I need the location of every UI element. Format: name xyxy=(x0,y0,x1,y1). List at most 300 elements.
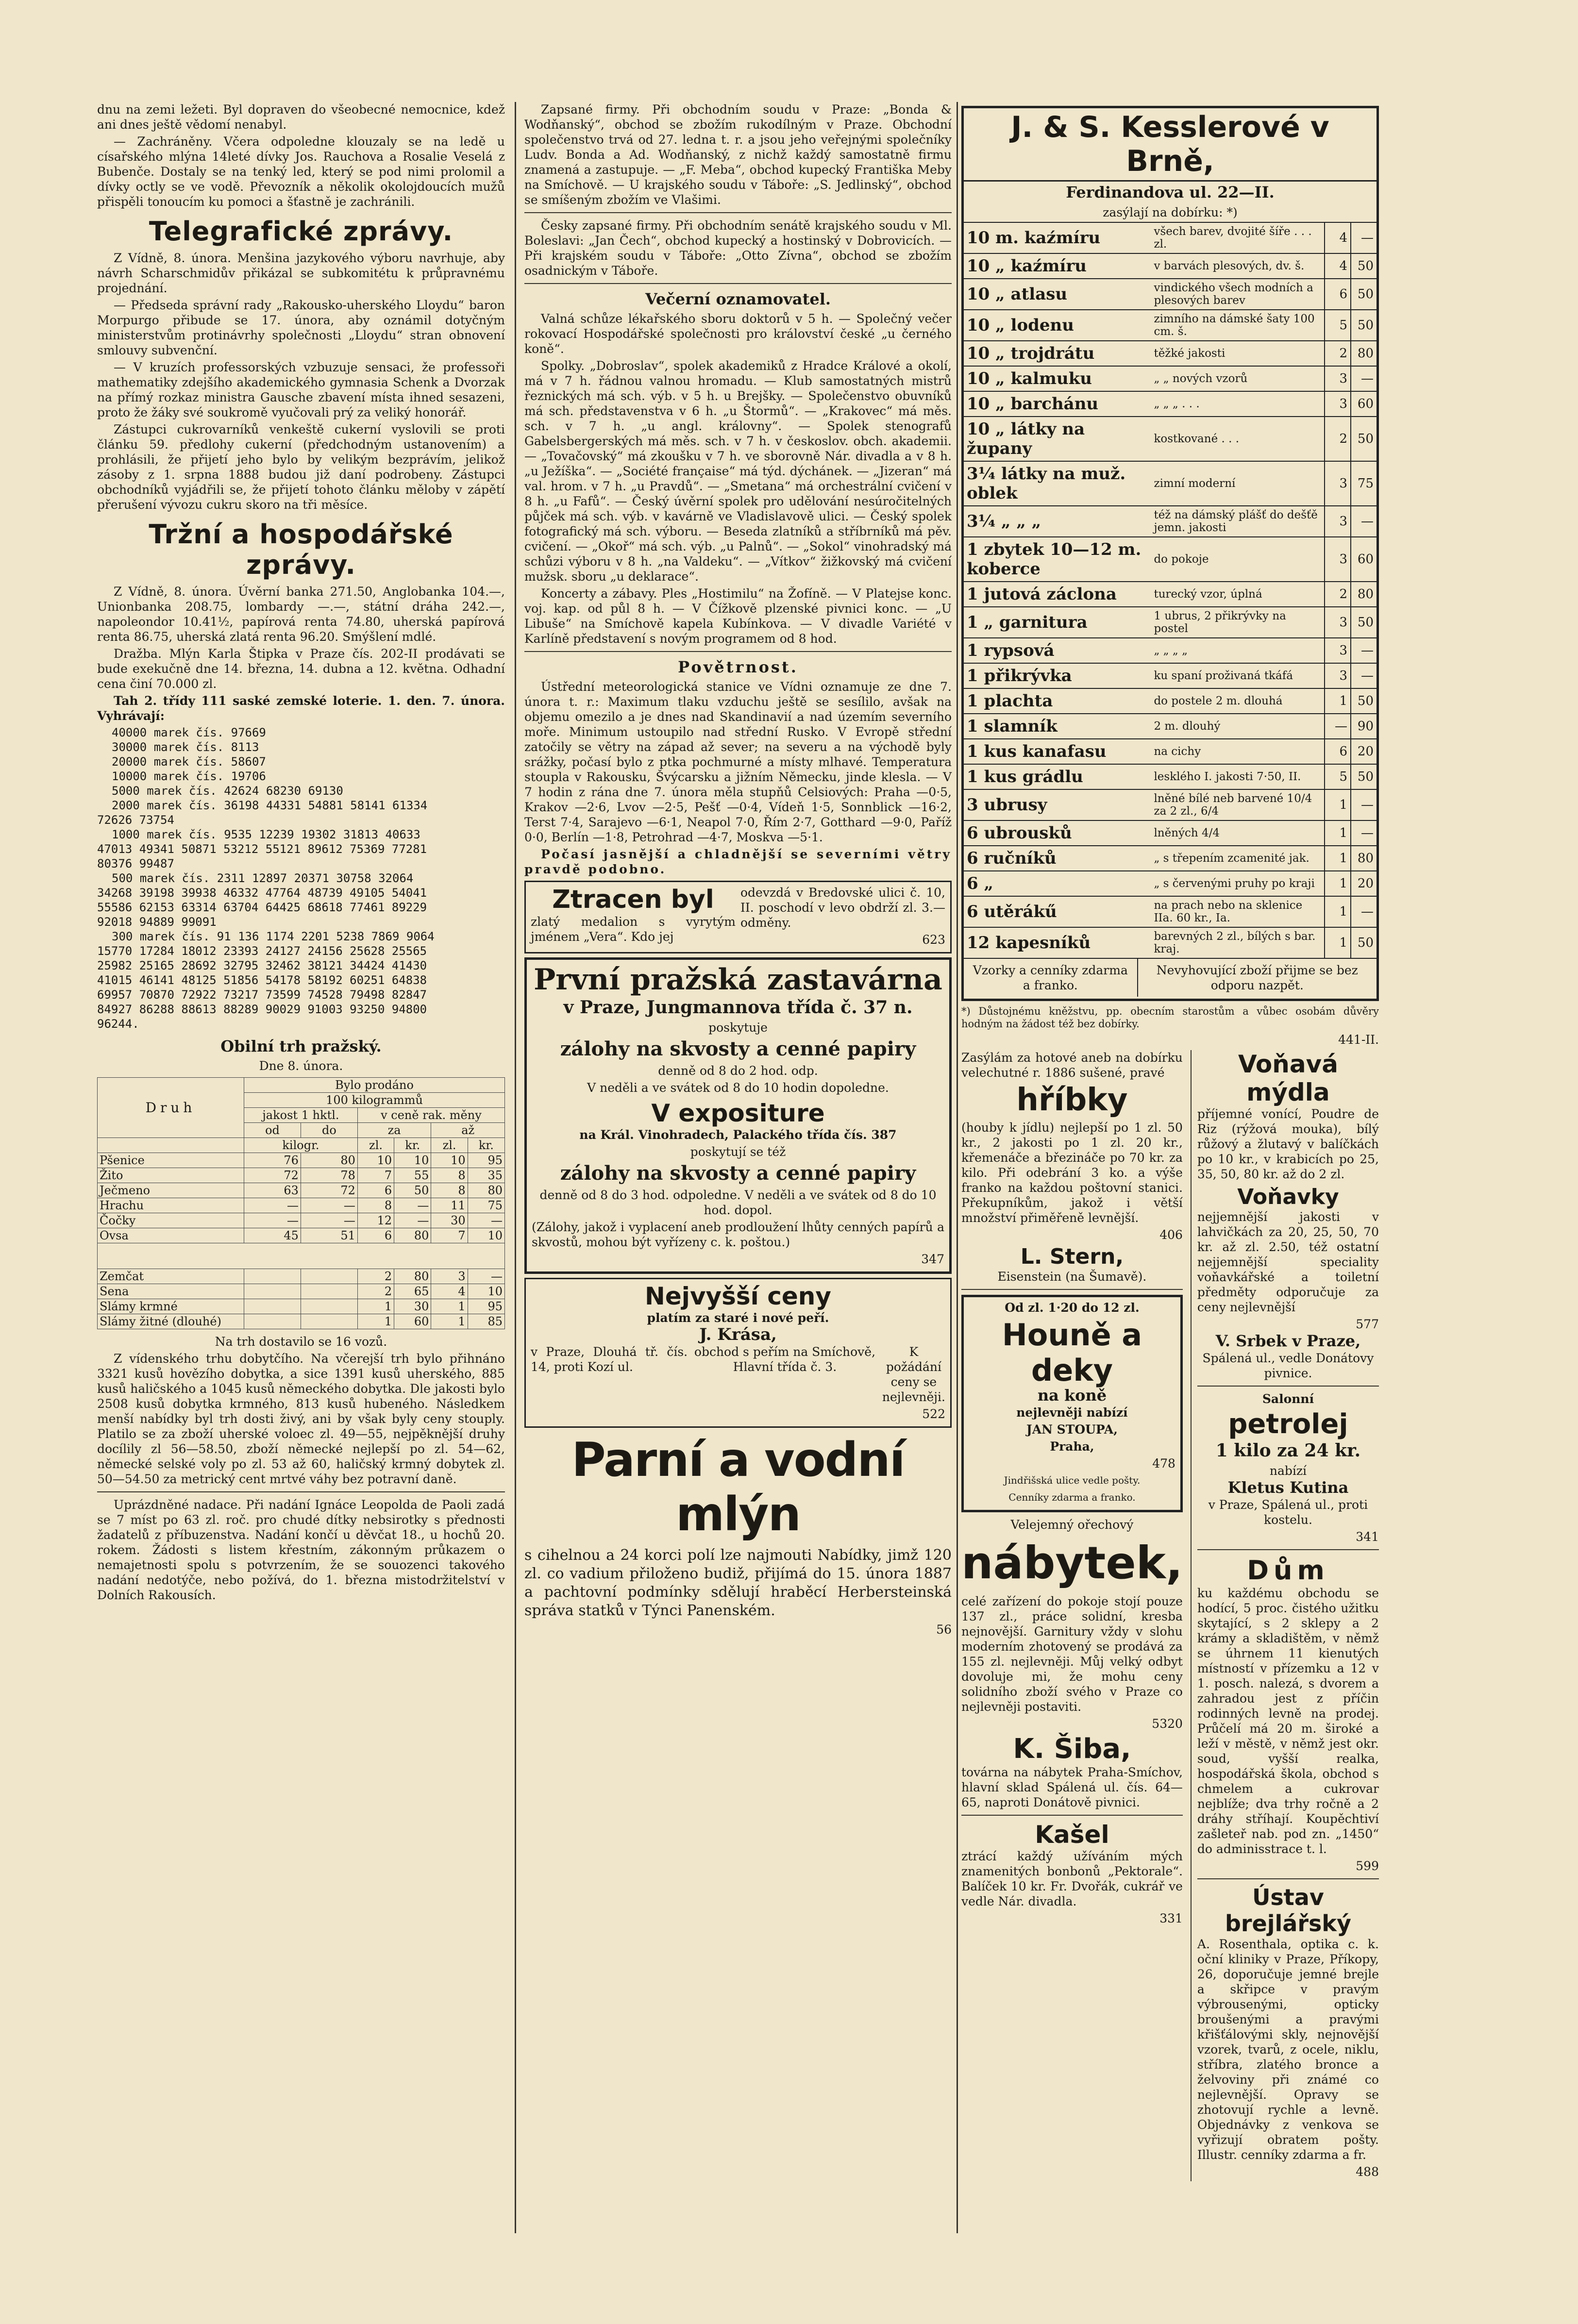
cattle-paragraph: Z vídenského trhu dobytčího. Na včerejší trh bylo přihnáno 3321 kusů hovězího dobytka, a sice 1391 kusů uherského, 885 kusů haličského a 1045 kusů německého dobytka. Dle jakosti bylo 2508 kusů dobytka krmného, 813 kusů hubeného. Následkem menší nabídky byl trh dosti živý, ani by však byly ceny stouply. Platilo se za zboží uherské voloec zl. 49—55, nejpěknější druhy docílily zl 56—58.50, zboží německé nejlepší po zl. 54—62, německé selské voly po zl. 53 až 60, haličský krmný dobytek zl. 50—54.50 za metrický cent mrtvé váhy bez potravní daně. xyxy=(97,1352,505,1486)
grain-name: Hrachu xyxy=(98,1198,244,1213)
section-divider xyxy=(524,651,952,652)
zastavarna-hours: denně od 8 do 2 hod. odp. xyxy=(658,1064,818,1078)
kasel-text: ztrácí každý užíváním mých znamenitých bonbonů „Pektorale“. Balíček 10 kr. Fr. Dvořák, cukrář ve vedle Nár. divadla. xyxy=(961,1849,1183,1908)
kessler-item: 3 ubrusy xyxy=(964,789,1151,820)
grain-value: 50 xyxy=(394,1183,431,1198)
kessler-foot-right: Nevyhovující zboží přijme se bez odporu nazpět. xyxy=(1156,963,1358,992)
hay-value: 4 xyxy=(431,1284,468,1299)
kessler-zl: 2 xyxy=(1325,582,1351,607)
grain-row xyxy=(98,1168,505,1183)
nejvyssi-middle: obchod s peřím na Smíchově, Hlavní třída č. 3. xyxy=(694,1345,876,1374)
grain-value: 10 xyxy=(357,1153,394,1168)
kessler-row xyxy=(964,253,1377,279)
grain-row xyxy=(98,1228,505,1243)
expositura-title: V expositure xyxy=(651,1099,825,1127)
nejvyssi-name: J. Krása, xyxy=(699,1325,777,1344)
kessler-row xyxy=(964,222,1377,253)
section-divider xyxy=(961,1289,1183,1290)
grain-value: 7 xyxy=(431,1228,468,1243)
kessler-kr: — xyxy=(1351,366,1377,391)
grain-value: — xyxy=(244,1213,301,1228)
hay-value: 1 xyxy=(431,1314,468,1329)
hay-value: 30 xyxy=(394,1299,431,1314)
telegraph-heading: Telegrafické zprávy. xyxy=(149,216,453,247)
grain-heading: Obilní trh pražský. xyxy=(220,1037,382,1055)
hay-value: 60 xyxy=(394,1314,431,1329)
lottery-line: 80376 99487 xyxy=(97,857,174,870)
grain-value: — xyxy=(468,1213,504,1228)
petrolej-nabizi: nabízí xyxy=(1269,1464,1307,1478)
kessler-foot-left: Vzorky a cenníky zdarma a franko. xyxy=(964,959,1138,997)
houne-subtitle: na koně xyxy=(1037,1386,1107,1404)
kessler-desc: 1 ubrus, 2 přikrývky na postel xyxy=(1151,607,1325,638)
grain-head-kr: kr. xyxy=(394,1138,431,1153)
kessler-row xyxy=(964,688,1377,714)
hay-row xyxy=(98,1284,505,1299)
nadace-paragraph: Uprázdněné nadace. Při nadání Ignáce Leopolda de Paoli zadá se 7 míst po 63 zl. roč. pro chudé dítky nebsirotky s přednosti žadatelů z příbuzenstva. Nadání končí u děvčat 18., u hochů 20. rokem. Žádosti s listem křestním, zákonným průkazem o nemajetnosti spolu s potvrzením, že se souozenci takového nadání nedotýče, nebo požívá, do 1. března mistodržitelství v Dolních Rakousích. xyxy=(97,1498,505,1602)
petrolej-intro: Salonní xyxy=(1262,1392,1314,1406)
mlyn-text: s cihelnou a 24 korci polí lze najmouti Nabídky, jimž 120 zl. co vadium přiloženo budiž, přijímá do 15. února 1887 a pachtovní podmínky sdělují hraběcí Herbersteinská správa statků v Týnci Panenském. xyxy=(524,1547,952,1619)
kessler-kr: 60 xyxy=(1351,391,1377,417)
kessler-zl: 5 xyxy=(1325,310,1351,341)
telegraph-paragraph-2: — Předseda správní rady „Rakousko-uherského Lloydu“ baron Morpurgo přibude se 17. února, aby oznámil dotyčným ministerstvům protinávrhy společnosti „Lloydu“ stran obnovení smlouvy subvenční. xyxy=(97,298,505,357)
kessler-row xyxy=(964,789,1377,820)
vecerni-paragraph-1: Valná schůze lékařského sboru doktorů v 5 h. — Společný večer rokovací Hospodářské společnosti pro království české „u černého koně“. xyxy=(524,312,952,356)
kessler-zl: 1 xyxy=(1325,789,1351,820)
grain-name: Čočky xyxy=(98,1213,244,1228)
expositura-address: na Král. Vinohradech, Palackého třída čís. 387 xyxy=(579,1128,897,1142)
kessler-row xyxy=(964,638,1377,663)
kessler-zl: 1 xyxy=(1325,896,1351,927)
kessler-zl: 3 xyxy=(1325,506,1351,537)
kessler-row xyxy=(964,663,1377,688)
kessler-kr: 60 xyxy=(1351,537,1377,582)
ztracen-number: 623 xyxy=(922,933,945,947)
vonavky-title: Voňavky xyxy=(1237,1185,1339,1209)
kessler-desc: turecký vzor, úplná xyxy=(1151,582,1325,607)
kessler-desc: lesklého I. jakosti 7·50, II. xyxy=(1151,764,1325,789)
telegraph-paragraph-4: Zástupci cukrovarníků venkeště cukerní vyslovili se proti článku 59. předlohy cukerní (předchodným ustanovením) a prohlásili, že přijetí jeho bylo by velikým bezprávím, jelikož zásoby z 1. srpna 1888 budou již daní podrobeny. Zástupci obchodníků vyjádřili se, že přijetí tohoto článku měloby v zápětí přerušení vývozu cukru skoro na tři měsíce. xyxy=(97,422,505,512)
kessler-desc: lněné bílé neb barvené 10/4 za 2 zl., 6/4 xyxy=(1151,789,1325,820)
kessler-zl: 3 xyxy=(1325,391,1351,417)
telegraph-paragraph-3: — V kruzích professorských vzbuzuje sensaci, že professoři mathematiky zdejšího akademického gymnasia Schenk a Dvorzak na přímý rozkaz ministra Gausche zbavení místa ihned sesazeni, proto že žáky své soukromě vyučovali prý za veliký honorář. xyxy=(97,360,505,419)
hriby-intro: Zasýlám za hotové aneb na dobírku velechutné r. 1886 sušené, pravé xyxy=(961,1051,1183,1080)
lottery-line: 300 marek čís. 91 136 1174 2201 5238 7869 9064 xyxy=(112,930,435,943)
lottery-line: 20000 marek čís. 58607 xyxy=(112,755,266,769)
ztracen-left: zlatý medalion s vyrytým jménem „Vera“. Kdo jej xyxy=(531,915,736,944)
grain-value: 11 xyxy=(431,1198,468,1213)
kessler-note: *) Důstojnému kněžstvu, pp. obecním starostům a vůbec osobám důvěry hodným na žádost též bez dobírky. xyxy=(961,1005,1379,1030)
hay-name: Slámy žitné (dlouhé) xyxy=(98,1314,244,1329)
lottery-line: 25982 25165 28692 32795 32462 38121 34424 41430 xyxy=(97,959,427,972)
kessler-desc: lněných 4/4 xyxy=(1151,820,1325,846)
grain-value: 12 xyxy=(357,1213,394,1228)
hay-row xyxy=(98,1314,505,1329)
section-divider xyxy=(524,283,952,284)
brejle-title: Ústav brejlářský xyxy=(1225,1884,1351,1937)
kessler-item: 3¼ „ „ „ xyxy=(964,506,1151,537)
hay-value: 3 xyxy=(431,1269,468,1284)
grain-row xyxy=(98,1153,505,1168)
kessler-item: 10 „ barchánu xyxy=(964,391,1151,417)
vonavky-number: 577 xyxy=(1356,1317,1379,1331)
kessler-item: 1 plachta xyxy=(964,688,1151,714)
grain-value: 8 xyxy=(431,1168,468,1183)
expositura-hours: denně od 8 do 3 hod. odpoledne. V neděli a ve svátek od 8 do 10 hod. dopol. xyxy=(539,1188,937,1217)
lottery-line: 500 marek čís. 2311 12897 20371 30758 32064 xyxy=(112,871,414,885)
kessler-item: 1 kus grádlu xyxy=(964,764,1151,789)
newspaper-page xyxy=(97,102,1379,2238)
siba-text: továrna na nábytek Praha-Smíchov, hlavní sklad Spálená ul. čís. 64—65, naproti Donátově pivnici. xyxy=(961,1765,1183,1809)
kessler-kr: 75 xyxy=(1351,461,1377,506)
grain-head-az: až xyxy=(431,1123,505,1138)
intro-paragraph-2: — Zachráněny. Včera odpoledne klouzaly se na ledě u císařského mlýna 14leté dívky Jos. Rauchova a Rosalie Veselá z Bubenče. Dostaly se na tenký led, který se pod nimi prolomil a dívky octly se ve vodě. Převozník a několik okolojdoucích mužů přispěli tonoucím ku pomoci a šťastně je zachránili. xyxy=(97,134,505,209)
grain-value: 30 xyxy=(431,1213,468,1228)
kessler-desc: na cichy xyxy=(1151,739,1325,764)
kessler-title: J. & S. Kesslerové v Brně, xyxy=(964,108,1377,182)
kessler-item: 1 jutová záclona xyxy=(964,582,1151,607)
col3-left xyxy=(961,1050,1183,2181)
section-divider xyxy=(524,212,952,213)
nejvyssi-number: 522 xyxy=(922,1407,945,1421)
kessler-zl: 2 xyxy=(1325,417,1351,461)
kessler-kr: — xyxy=(1351,506,1377,537)
ztracen-title: Ztracen byl xyxy=(552,885,714,914)
grain-value: — xyxy=(394,1198,431,1213)
grain-value: 80 xyxy=(394,1228,431,1243)
lottery-line: 92018 94889 99091 xyxy=(97,915,217,929)
vonavky-text: nejjemnější jakosti v lahvičkách za 20, 25, 50, 70 kr. až zl. 2.50, též ostatní nejjemnější speciality voňavkářské a toiletní předměty odporučuje za ceny nejlevnější xyxy=(1197,1210,1379,1314)
kessler-row xyxy=(964,341,1377,366)
lottery-line: 1000 marek čís. 9535 12239 19302 31813 40633 xyxy=(112,828,420,841)
kessler-zl: 1 xyxy=(1325,871,1351,896)
kessler-row xyxy=(964,366,1377,391)
grain-value: 35 xyxy=(468,1168,504,1183)
kessler-zl: 5 xyxy=(1325,764,1351,789)
kessler-kr: 90 xyxy=(1351,714,1377,739)
kessler-kr: 50 xyxy=(1351,764,1377,789)
lottery-line: 15770 17284 18012 23393 24127 24156 25628 25565 xyxy=(97,944,427,958)
ztracen-ad xyxy=(524,881,952,953)
kessler-row xyxy=(964,506,1377,537)
section-divider xyxy=(1197,1878,1379,1879)
kessler-price-table xyxy=(964,222,1377,958)
grain-value: — xyxy=(244,1198,301,1213)
grain-row xyxy=(98,1198,505,1213)
kessler-kr: 50 xyxy=(1351,688,1377,714)
srbek-address: Spálená ul., vedle Donátovy pivnice. xyxy=(1202,1351,1374,1380)
petrolej-title: petrolej xyxy=(1228,1408,1348,1440)
kessler-desc: „ s třepením zcamenité jak. xyxy=(1151,846,1325,871)
houne-nabizi: nejlevněji nabízí xyxy=(1016,1405,1128,1420)
grain-value: 10 xyxy=(468,1228,504,1243)
kessler-row xyxy=(964,582,1377,607)
nejvyssi-ad xyxy=(524,1278,952,1428)
kessler-desc: zimní moderní xyxy=(1151,461,1325,506)
grain-head-kr: kr. xyxy=(468,1138,504,1153)
kessler-desc: těžké jakosti xyxy=(1151,341,1325,366)
kessler-kr: — xyxy=(1351,222,1377,253)
kutina-name: Kletus Kutina xyxy=(1227,1478,1349,1497)
ceske-firmy-paragraph: Česky zapsané firmy. Při obchodním senátě krajského soudu v Ml. Boleslavi: „Jan Čech“, obchod kupecký a hostinský v Dobrovicích. — Při krajském soudu v Táboře: „Otto Zívna“, obchod se zbožím osadnickým v Táboře. xyxy=(524,218,952,278)
firmy-paragraph: Zapsané firmy. Při obchodním soudu v Praze: „Bonda & Wodňanský“, obchod se zbožím rukodílným v Praze. Obchodní společenstvo trvá od 27. ledna t. r. a jsou jeho veřejnými společníky Ludv. Bonda a Ad. Wodňanský, z nichž každý samostatně firmu znamená a zastupuje. — „F. Meba“, obchod kupecký Františka Meby na Smíchově. — U krajského soudu v Táboře: „S. Jedlinský“, obchod se smíšeným zbožím ve Vlašimi. xyxy=(524,102,952,207)
hay-name: Sena xyxy=(98,1284,244,1299)
mydla-text: příjemné vonící, Poudre de Riz (rýžová mouka), bílý růžový a žlutavý v balíčkách po 10 kr., v krabicích po 25, 35, 50, 80 kr. až do 2 zl. xyxy=(1197,1107,1379,1181)
srbek-name: V. Srbek v Praze, xyxy=(1215,1332,1361,1350)
kessler-kr: — xyxy=(1351,820,1377,846)
lottery-line: 72626 73754 xyxy=(97,813,174,827)
kessler-item: 10 „ atlasu xyxy=(964,279,1151,310)
grain-name: Ječmeno xyxy=(98,1183,244,1198)
kutina-address: v Praze, Spálená ul., proti kostelu. xyxy=(1208,1498,1368,1527)
grain-date: Dne 8. února. xyxy=(259,1059,343,1073)
kessler-item: 1 přikrývka xyxy=(964,663,1151,688)
kessler-kr: — xyxy=(1351,638,1377,663)
kutina-number: 341 xyxy=(1356,1530,1379,1544)
telegraph-paragraph-1: Z Vídně, 8. února. Menšina jazykového výboru navrhuje, aby návrh Scharschmidův přikázal se subkomitétu k průpravnému projednání. xyxy=(97,251,505,295)
section-divider xyxy=(97,1491,505,1492)
pocasi-heading: Povětrnost. xyxy=(678,658,798,676)
hay-value: 85 xyxy=(468,1314,504,1329)
grain-head-zl: zl. xyxy=(357,1138,394,1153)
section-divider xyxy=(961,1815,1183,1816)
kessler-kr: 50 xyxy=(1351,279,1377,310)
kessler-desc: „ s červenými pruhy po kraji xyxy=(1151,871,1325,896)
grain-value: 95 xyxy=(468,1153,504,1168)
grain-head-prodano: Bylo prodáno xyxy=(244,1078,505,1093)
grain-name: Žito xyxy=(98,1168,244,1183)
market-paragraph-2: Dražba. Mlýn Karla Štipka v Praze čís. 202-II prodávati se bude exekučně dne 14. března, 14. dubna a 12. května. Odhadní cena činí 70.000 zl. xyxy=(97,647,505,691)
kessler-desc: do postele 2 m. dlouhá xyxy=(1151,688,1325,714)
dum-text: ku každému obchodu se hodící, 5 proc. čistého užitku skytající, s 2 sklepy a 2 krámy a skladištěm, v němž se úhrnem 11 kienutých místností v přízemku a 12 v 1. posch. nalezá, s dvorem a zahradou jest z příčin rodinných levně na prodej. Průčelí má 20 m. široké a leží v městě, v němž jest okr. soud, vyšší realka, hospodářská škola, obchod s chmelem a cukrovar nejblíže; dva trhy ročně a 2 dráhy stříhají. Koupěchtiví zašleteř nab. pod zn. „1450“ do adminisstrace t. l. xyxy=(1197,1586,1379,1856)
column-2 xyxy=(524,102,952,1639)
hay-value: — xyxy=(468,1269,504,1284)
grain-value: 76 xyxy=(244,1153,301,1168)
zastavarna-zalohy: zálohy na skvosty a cenné papiry xyxy=(560,1037,916,1060)
market-paragraph-1: Z Vídně, 8. února. Úvěrní banka 271.50, Anglobanka 104.—, Unionbanka 208.75, lombardy —.—, státní dráha 242.—, napoleondor 10.41½, papírová renta 74.80, uherská papírová renta 86.75, uherská zlatá renta 96.20. Smýšlení mdlé. xyxy=(97,585,505,644)
hay-value: 65 xyxy=(394,1284,431,1299)
hay-value: 80 xyxy=(394,1269,431,1284)
houne-price: Od zl. 1·20 do 12 zl. xyxy=(1005,1301,1140,1315)
column-rule-2 xyxy=(957,102,958,2233)
stern-address: Eisenstein (na Šumavě). xyxy=(997,1270,1147,1284)
kasel-number: 331 xyxy=(1159,1911,1183,1925)
kessler-kr: — xyxy=(1351,896,1377,927)
kessler-desc: ku spaní proživaná tkáfá xyxy=(1151,663,1325,688)
dum-number: 599 xyxy=(1356,1859,1379,1873)
kessler-desc: zimního na dámské šaty 100 cm. š. xyxy=(1151,310,1325,341)
kessler-desc: barevných 2 zl., bílých s bar. kraj. xyxy=(1151,927,1325,958)
lottery-line: 47013 49341 50871 53212 55121 89612 75369 77281 xyxy=(97,842,427,856)
lottery-line: 84927 86288 88613 88289 90029 91003 93250 94800 xyxy=(97,1003,427,1016)
grain-value: 10 xyxy=(394,1153,431,1168)
grain-value: 72 xyxy=(244,1168,301,1183)
kessler-kr: — xyxy=(1351,663,1377,688)
grain-value: 51 xyxy=(301,1228,357,1243)
zastavarna-address: v Praze, Jungmannova třída č. 37 n. xyxy=(563,997,913,1018)
nejvyssi-subtitle: platím za staré i nové peří. xyxy=(647,1311,829,1325)
kessler-kr: 50 xyxy=(1351,927,1377,958)
kessler-zl: 3 xyxy=(1325,366,1351,391)
brejle-text: A. Rosenthala, optika c. k. oční kliniky v Praze, Příkopy, 26, doporučuje jemné brejle a skřipce v pravým výbrousenými, opticky broušenými a pravými křišťálovými skly, nejnovější vzorek, tvarů, z ocele, niklu, stříbra, zlatého bronce a želvoviny při známé co nejlevnější. Opravy se zhotovují rychle a levně. Objednávky z venkova se vyřizují obratem pošty. Illustr. cenníky zdarma a fr. xyxy=(1197,1937,1379,2162)
kessler-zl: 6 xyxy=(1325,279,1351,310)
grain-row xyxy=(98,1183,505,1198)
grain-value: — xyxy=(301,1198,357,1213)
kessler-number: 441-II. xyxy=(1338,1033,1379,1047)
dum-title: Dům xyxy=(1247,1555,1329,1586)
vecerni-paragraph-2: Spolky. „Dobroslav“, spolek akademiků z Hradce Králové a okolí, má v 7 h. řádnou valnou hromadu. — Klub samostatných mistrů řeznických má sch. výb. v 5 h. u Brejšky. — Společenstvo obuvníků má sch. představenstva v 6 h. „u Štormů“. — „Krakovec“ má měs. sch. v 7 h. „u angl. královny“. — Spolek stenografů Gabelsbergerských má měs. sch. v 7 h. v českoslov. obch. akademii. — „Tovačovský“ má zkoušku v 7 h. ve sborovně Nár. divadla a v 8 h. „u Ježíška“. — „Société française“ má týd. dýchánek. — „Jizeran“ má val. hrom. v 7 h. „u Pravdů“. — „Smetana“ má orchestrální cvičení v 8 h. „u Fafů“. — Český úvěrní spolek pro udělování nesúročitelných půjček má sch. výb. v kavárně ve Vladislavově ulici. — Český spolek fotografický má sch. výboru. — Beseda zlatníků a stříbrníků má pěv. cvičení. — „Okoř“ má sch. výb. „u Palnů“. — „Sokol“ vinohradský má schůzi výboru v 8 h. „na Valdeku“. — „Vítkov“ žižkovský má cvičení mužsk. sboru „u deklarace“. xyxy=(524,359,952,584)
kessler-zl: 3 xyxy=(1325,537,1351,582)
kessler-item: 12 kapesníků xyxy=(964,927,1151,958)
grain-value: 80 xyxy=(468,1183,504,1198)
kessler-row xyxy=(964,846,1377,871)
stern-name: L. Stern, xyxy=(1020,1244,1124,1269)
kessler-item: 10 m. kaźmíru xyxy=(964,222,1151,253)
grain-value: 78 xyxy=(301,1168,357,1183)
kessler-item: 6 ručníků xyxy=(964,846,1151,871)
grain-head-za: za xyxy=(357,1123,431,1138)
zastavarna-title: První pražská zastavárna xyxy=(534,963,942,997)
lottery-line: 2000 marek čís. 36198 44331 54881 58141 61334 xyxy=(112,799,428,812)
column-3 xyxy=(961,102,1379,2181)
grain-head-druh: Druh xyxy=(98,1078,244,1138)
kessler-row xyxy=(964,310,1377,341)
kessler-row xyxy=(964,714,1377,739)
kessler-kr: 50 xyxy=(1351,310,1377,341)
zastavarna-poskytuje: poskytuje xyxy=(708,1020,768,1035)
houne-title: Houně a deky xyxy=(1002,1317,1142,1388)
grain-head-jakost: jakost 1 hktl. xyxy=(244,1108,358,1123)
kessler-desc: „ „ nových vzorů xyxy=(1151,366,1325,391)
kasel-title: Kašel xyxy=(1035,1821,1109,1849)
grain-value: 72 xyxy=(301,1183,357,1198)
grain-head-cena: v ceně rak. měny xyxy=(357,1108,504,1123)
kessler-kr: 50 xyxy=(1351,417,1377,461)
hay-value: 2 xyxy=(357,1284,394,1299)
grain-value: 45 xyxy=(244,1228,301,1243)
trh-note: Na trh dostavilo se 16 vozů. xyxy=(215,1335,387,1349)
kessler-item: 10 „ trojdrátu xyxy=(964,341,1151,366)
grain-head-do: do xyxy=(301,1123,357,1138)
kessler-item: 6 utěrákű xyxy=(964,896,1151,927)
section-divider xyxy=(1197,1549,1379,1550)
kessler-desc: na prach nebo na sklenice IIa. 60 kr., Ia. xyxy=(1151,896,1325,927)
expositura-note: (Zálohy, jakož i vyplacení aneb prodloužení lhůty cenných papírů a skvostů, mohou být vyřízeny c. k. poštou.) xyxy=(532,1220,944,1249)
col3-right xyxy=(1191,1050,1379,2181)
grain-value: — xyxy=(394,1213,431,1228)
market-heading: Tržní a hospodářské zprávy. xyxy=(149,519,453,580)
hriby-text: (houby k jídlu) nejlepší po 1 zl. 50 kr., 2 jakosti po 1 zl. 20 kr., křemenáče a březináče po 70 kr. za kilo. Při odebrání 3 ko. a výše franko na každou poštovní stanici. Překupníkům, jakož i větší množství přiměřeně levnější. xyxy=(961,1120,1183,1225)
zastavarna-sunday: V neděli a ve svátek od 8 do 10 hodin dopoledne. xyxy=(587,1081,889,1095)
hay-value: 10 xyxy=(468,1284,504,1299)
kessler-item: 3¼ látky na muž. oblek xyxy=(964,461,1151,506)
kessler-zl: 4 xyxy=(1325,222,1351,253)
kessler-zl: 1 xyxy=(1325,927,1351,958)
grain-row xyxy=(98,1213,505,1228)
kessler-desc: kostkované . . . xyxy=(1151,417,1325,461)
lottery-list xyxy=(97,725,505,1031)
hriby-number: 406 xyxy=(1159,1228,1183,1242)
kessler-item: 10 „ kalmuku xyxy=(964,366,1151,391)
lottery-line: 40000 marek čís. 97669 xyxy=(112,726,266,739)
kessler-row xyxy=(964,927,1377,958)
kessler-item: 1 slamník xyxy=(964,714,1151,739)
market-paragraph-3: Tah 2. třídy 111 saské zemské loterie. 1. den. 7. února. Vyhrávají: xyxy=(97,694,505,723)
lottery-line: 5000 marek čís. 42624 68230 69130 xyxy=(112,784,343,798)
kessler-row xyxy=(964,417,1377,461)
kessler-item: 10 „ lodenu xyxy=(964,310,1151,341)
kessler-zl: — xyxy=(1325,714,1351,739)
nejvyssi-left: v Praze, Dlouhá tř. čís. 14, proti Kozí ul. xyxy=(531,1345,688,1374)
zastavarna-ad xyxy=(524,957,952,1274)
hay-value: 1 xyxy=(357,1299,394,1314)
mlyn-title: Parní a vodní mlýn xyxy=(571,1433,905,1541)
kessler-ad xyxy=(961,106,1379,1001)
kessler-kr: 80 xyxy=(1351,846,1377,871)
kessler-row xyxy=(964,739,1377,764)
nejvyssi-right: K požádání ceny se nejlevněji. xyxy=(882,1345,945,1404)
kessler-zl: 2 xyxy=(1325,341,1351,366)
kessler-desc: též na dámský plášť do dešťě jemn. jakosti xyxy=(1151,506,1325,537)
kessler-zl: 3 xyxy=(1325,663,1351,688)
kessler-item: 6 ubrousků xyxy=(964,820,1151,846)
kessler-item: 1 kus kanafasu xyxy=(964,739,1151,764)
kessler-item: 1 rypsová xyxy=(964,638,1151,663)
kessler-address: Ferdinandova ul. 22—II. xyxy=(1066,183,1275,201)
kessler-row xyxy=(964,461,1377,506)
kessler-desc: všech barev, dvojité šíře . . . zl. xyxy=(1151,222,1325,253)
grain-value: 6 xyxy=(357,1183,394,1198)
nejvyssi-title: Nejvyšší ceny xyxy=(645,1282,831,1310)
mydla-title: Voňavá mýdla xyxy=(1238,1050,1338,1106)
houne-name: JAN STOUPA, xyxy=(1026,1422,1118,1437)
kessler-row xyxy=(964,607,1377,638)
houne-city: Praha, xyxy=(1050,1439,1094,1454)
expositura-poskytuji: poskytují se též xyxy=(690,1145,786,1159)
kessler-kr: 80 xyxy=(1351,582,1377,607)
kessler-row xyxy=(964,391,1377,417)
kessler-desc: vindického všech modních a plesových barev xyxy=(1151,279,1325,310)
grain-value: 8 xyxy=(357,1198,394,1213)
kessler-kr: 20 xyxy=(1351,739,1377,764)
kessler-kr: 50 xyxy=(1351,253,1377,279)
kessler-zl: 6 xyxy=(1325,739,1351,764)
hay-name: Slámy krmné xyxy=(98,1299,244,1314)
grain-value: 10 xyxy=(431,1153,468,1168)
kessler-zl: 4 xyxy=(1325,253,1351,279)
expositura-zalohy: zálohy na skvosty a cenné papiry xyxy=(560,1162,916,1185)
kessler-row xyxy=(964,279,1377,310)
lottery-line: 69957 70870 72922 73217 73599 74528 79498 82847 xyxy=(97,988,427,1002)
grain-name: Ovsa xyxy=(98,1228,244,1243)
grain-head-od: od xyxy=(244,1123,301,1138)
kessler-zl: 1 xyxy=(1325,846,1351,871)
nabytek-title: nábytek, xyxy=(961,1537,1183,1589)
kessler-item: 10 „ látky na župany xyxy=(964,417,1151,461)
ztracen-right: odevzdá v Bredovské ulici č. 10, II. poschodí v levo obdrží zl. 3.— odměny. xyxy=(740,886,945,930)
kessler-kr: — xyxy=(1351,789,1377,820)
kessler-kr: 20 xyxy=(1351,871,1377,896)
hriby-title: hříbky xyxy=(1016,1082,1128,1118)
lottery-line: 30000 marek čís. 8113 xyxy=(112,740,259,754)
grain-value: 7 xyxy=(357,1168,394,1183)
grain-table xyxy=(97,1077,505,1329)
nabytek-intro: Velejemný ořechový xyxy=(1010,1518,1134,1532)
kessler-item: 6 „ xyxy=(964,871,1151,896)
kessler-kr: 80 xyxy=(1351,341,1377,366)
grain-value: 8 xyxy=(431,1183,468,1198)
lottery-line: 34268 39198 39938 46332 47764 48739 49105 54041 xyxy=(97,886,427,900)
